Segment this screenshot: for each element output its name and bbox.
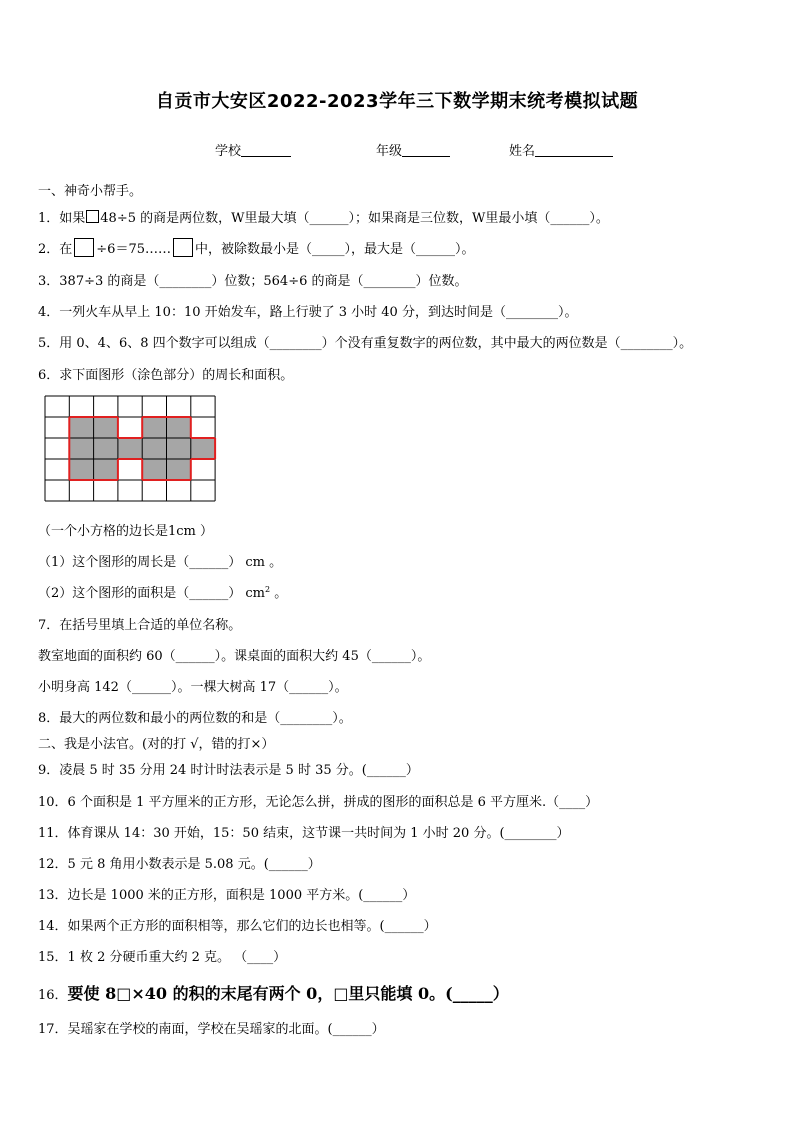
blank-box-icon [74,238,94,257]
shaded-cell [167,417,191,438]
page-title: 自贡市大安区2022-2023学年三下数学期末统考模拟试题 [155,91,639,112]
question-12: 12．5 元 8 角用小数表示是 5.08 元。(______） [38,857,321,872]
question-1: 1．如果 48÷5 的商是两位数，W里最大填（______）；如果商是三位数，W里最小填（______）。 [38,211,609,226]
question-6-part-2: （2）这个图形的面积是（______） $cm^2$ 。 [38,585,288,601]
school-field[interactable] [215,140,291,159]
shaded-cell [69,438,93,459]
shaded-cell [94,438,118,459]
question-2: 2．在 ÷6＝75…… 中，被除数最小是（_____），最大是（______）。 [38,238,475,257]
shaded-grid-figure [44,395,218,503]
question-5: 5．用 0、4、6、8 四个数字可以组成（________）个没有重复数字的两位数，其中最大的两位数是（________）。 [38,336,693,351]
question-6-note: （一个小方格的边长是1cm ） [38,524,214,539]
shaded-cell [142,417,166,438]
question-6-part-1: （1）这个图形的周长是（______） cm 。 [38,555,283,570]
section-2-heading: 二、我是小法官。(对的打 √，错的打×） [38,737,275,752]
school-blank[interactable] [241,144,291,157]
name-label: 姓名 [509,144,536,159]
question-7-line-2: 小明身高 142（______）。一棵大树高 17（______）。 [38,680,348,695]
question-4: 4．一列火车从早上 10：10 开始发车，路上行驶了 3 小时 40 分，到达时间是（________）。 [38,305,578,320]
question-3: 3．387÷3 的商是（________）位数；564÷6 的商是（________）位数。 [38,274,468,289]
blank-square-icon [86,210,99,223]
question-13: 13．边长是 1000 米的正方形，面积是 1000 平方米。(______） [38,888,416,903]
question-17: 17．吴瑶家在学校的南面，学校在吴瑶家的北面。(______） [38,1022,385,1037]
name-blank[interactable] [535,144,613,157]
question-15: 15．1 枚 2 分硬币重大约 2 克。 （____） [38,950,287,965]
blank-box-icon [173,238,193,257]
shaded-cell [142,438,166,459]
shaded-cell [191,438,215,459]
name-field[interactable] [509,140,613,159]
question-11: 11．体育课从 14：30 开始，15：50 结束，这节课一共时间为 1 小时 20 分。(________） [38,826,570,841]
question-8: 8．最大的两位数和最小的两位数的和是（________）。 [38,711,352,726]
shaded-cell [118,438,142,459]
section-1-heading: 一、神奇小帮手。 [38,184,143,199]
shaded-cell [94,459,118,480]
shaded-cell [167,459,191,480]
school-label: 学校 [215,144,242,159]
shaded-cell [94,417,118,438]
question-7: 7．在括号里填上合适的单位名称。 [38,618,242,633]
question-9: 9．凌晨 5 时 35 分用 24 时计时法表示是 5 时 35 分。(______） [38,763,419,778]
grade-label: 年级 [376,144,403,159]
question-14: 14．如果两个正方形的面积相等，那么它们的边长也相等。(______） [38,919,437,934]
question-6: 6．求下面图形（涂色部分）的周长和面积。 [38,368,294,383]
shaded-cell [69,417,93,438]
question-7-line-1: 教室地面的面积约 60（______）。课桌面的面积大约 45（______）。 [38,649,431,664]
question-10: 10．6 个面积是 1 平方厘米的正方形，无论怎么拼，拼成的图形的面积总是 6 平方厘米.（____） [38,795,599,810]
grade-field[interactable] [376,140,450,159]
shaded-cell [142,459,166,480]
grade-blank[interactable] [402,144,450,157]
shaded-cell [167,438,191,459]
shaded-cell [69,459,93,480]
question-16: 16．要使 8□×40 的积的末尾有两个 0，□里只能填 0。(_____） [38,984,509,1003]
